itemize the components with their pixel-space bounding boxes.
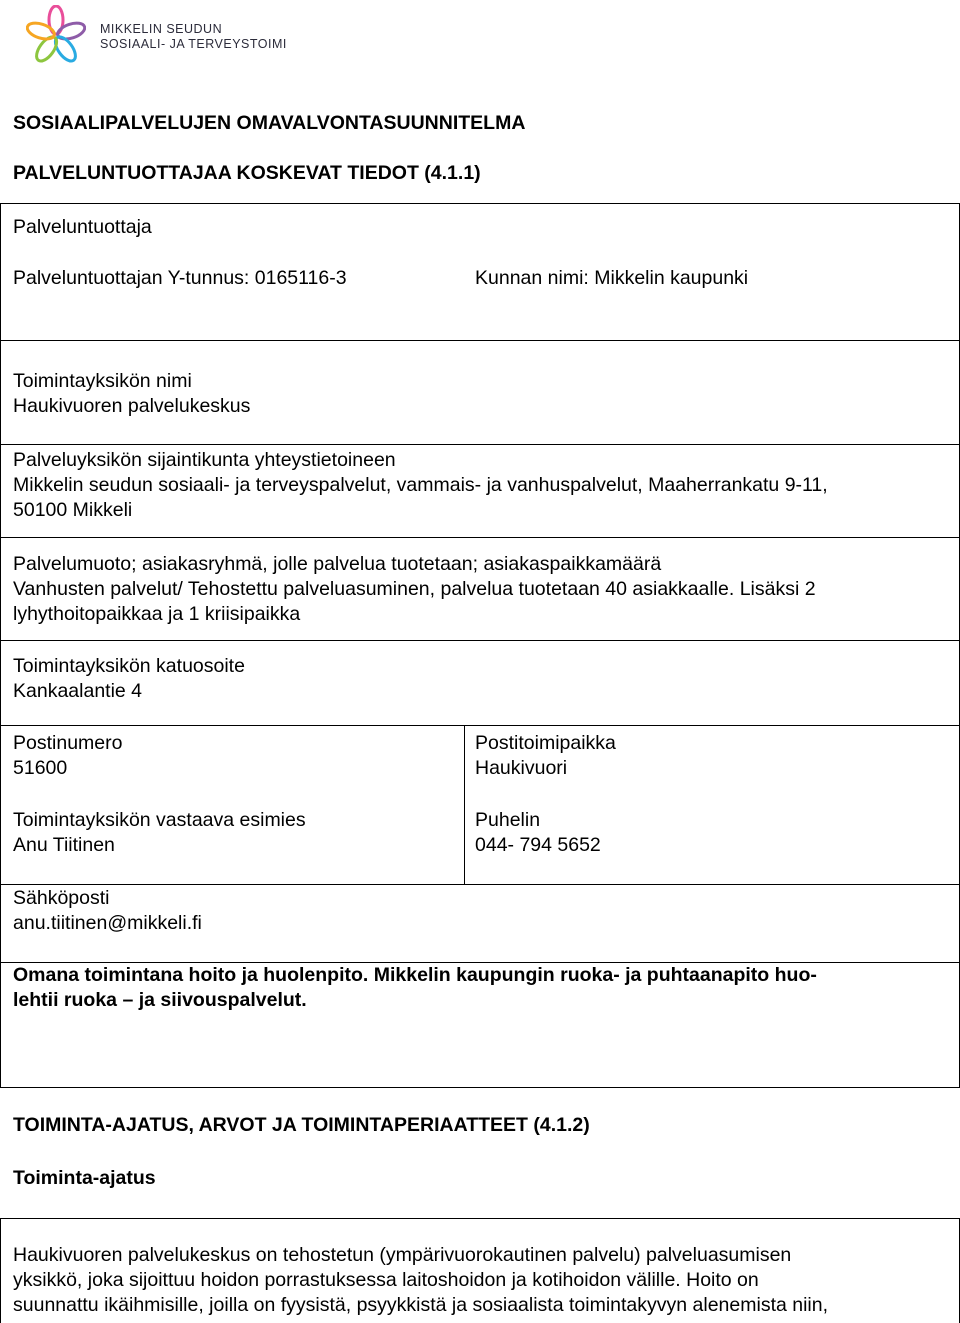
- postal-code-label: Postinumero: [13, 732, 123, 754]
- section-heading-values: TOIMINTA-AJATUS, ARVOT JA TOIMINTAPERIAATTEET (4.1.2): [13, 1114, 590, 1136]
- phone-value: 044- 794 5652: [475, 834, 601, 856]
- section-heading-provider: PALVELUNTUOTTAJAA KOSKEVAT TIEDOT (4.1.1): [13, 162, 481, 184]
- address-label: Toimintayksikön katuosoite: [13, 655, 245, 677]
- manager-value: Anu Tiitinen: [13, 834, 115, 856]
- document-title: SOSIAALIPALVELUJEN OMAVALVONTASUUNNITELMA: [13, 112, 526, 134]
- city-label: Postitoimipaikka: [475, 732, 616, 754]
- municipality-name: Kunnan nimi: Mikkelin kaupunki: [475, 267, 749, 289]
- location-line-2: 50100 Mikkeli: [13, 499, 133, 521]
- provider-ytunnus: Palveluntuottajan Y-tunnus: 0165116-3: [13, 267, 347, 289]
- service-line-1: Vanhusten palvelut/ Tehostettu palveluasuminen, palvelua tuotetaan 40 asiakkaalle. Lisäksi 2: [13, 578, 816, 600]
- address-value: Kankaalantie 4: [13, 680, 143, 702]
- phone-label: Puhelin: [475, 809, 541, 831]
- service-note-line-1: Omana toimintana hoito ja huolenpito. Mikkelin kaupungin ruoka- ja puhtaanapito huo-: [13, 964, 817, 986]
- location-label: Palveluyksikön sijaintikunta yhteystietoineen: [13, 449, 396, 471]
- manager-label: Toimintayksikön vastaava esimies: [13, 809, 306, 831]
- section-divider: [0, 1218, 960, 1219]
- postal-code-value: 51600: [13, 757, 68, 779]
- provider-label: Palveluntuottaja: [13, 216, 152, 238]
- logo-line-1: MIKKELIN SEUDUN: [100, 22, 223, 36]
- mission-line-1: Haukivuoren palvelukeskus on tehostetun (ympärivuorokautinen palvelu) palveluasumisen: [13, 1244, 792, 1266]
- mission-line-2: yksikkö, joka sijoittuu hoidon porrastuksessa laitoshoidon ja kotihoidon välille. Hoito on: [13, 1269, 759, 1291]
- service-label: Palvelumuoto; asiakasryhmä, jolle palvelua tuotetaan; asiakaspaikkamäärä: [13, 553, 662, 575]
- email-label: Sähköposti: [13, 887, 110, 909]
- subheading-mission: Toiminta-ajatus: [13, 1167, 156, 1189]
- service-line-2: lyhythoitopaikkaa ja 1 kriisipaikka: [13, 603, 301, 625]
- service-note-line-2: lehtii ruoka – ja siivouspalvelut.: [13, 989, 307, 1011]
- email-value: anu.tiitinen@mikkeli.fi: [13, 912, 202, 934]
- organization-logo: [26, 5, 287, 67]
- location-line-1: Mikkelin seudun sosiaali- ja terveyspalvelut, vammais- ja vanhuspalvelut, Maaherrankatu 9-11,: [13, 474, 828, 496]
- flower-logo-icon: [26, 5, 86, 67]
- logo-line-2: SOSIAALI- JA TERVEYSTOIMI: [100, 37, 287, 51]
- mission-line-3: suunnattu ikäihmisille, joilla on fyysistä, psyykkistä ja sosiaalista toimintakyvyn alenemista niin,: [13, 1294, 829, 1316]
- unit-name-label: Toimintayksikön nimi: [13, 370, 192, 392]
- unit-name-value: Haukivuoren palvelukeskus: [13, 395, 251, 417]
- city-value: Haukivuori: [475, 757, 568, 779]
- table-border-left: [0, 1218, 1, 1323]
